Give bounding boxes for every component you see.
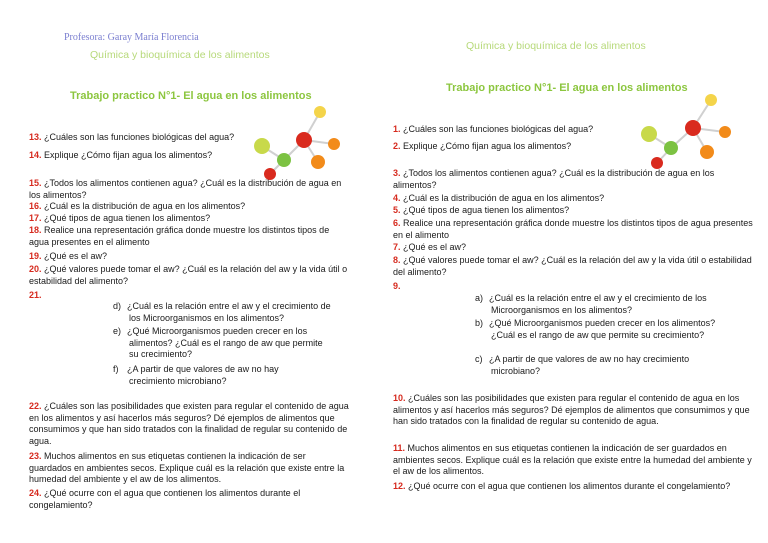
- question-10: 10. ¿Cuáles son las posibilidades que existen para regular el contenido de agua en los alimentos y así hacerlos más seguros? Dé ejemplos de alimentos que consumimos y que han sido tratados con la finalidad de regular su contenido de agua.: [393, 393, 750, 426]
- question-5: 5. ¿Qué tipos de agua tienen los alimentos?: [393, 205, 570, 215]
- question-14: 14. Explique ¿Cómo fijan agua los alimentos?: [29, 150, 213, 160]
- question-13: 13. ¿Cuáles son las funciones biológicas del agua?: [29, 132, 235, 142]
- question-8: 8. ¿Qué valores puede tomar el aw? ¿Cuál es la relación del aw y la vida útil o estabilidad del alimento?: [393, 255, 752, 277]
- subitem-c: c) ¿A partir de que valores de aw no hay crecimiento microbiano?: [475, 354, 690, 376]
- worksheet-title: Trabajo practico N°1- El agua en los alimentos: [70, 90, 312, 102]
- question-1: 1. ¿Cuáles son las funciones biológicas del agua?: [393, 124, 594, 134]
- question-2: 2. Explique ¿Cómo fijan agua los alimentos?: [393, 141, 572, 151]
- question-19: 19. ¿Qué es el aw?: [29, 251, 108, 261]
- subitem-e: e) ¿Qué Microorganismos pueden crecer en los alimentos? ¿Cuál es el rango de aw que permite su crecimiento?: [113, 326, 323, 359]
- question-23: 23. Muchos alimentos en sus etiquetas contienen la indicación de ser guardados en ambientes secos. Explique cuál es la relación que existe entre la humedad del ambiente y el aw de los alimentos.: [29, 451, 345, 484]
- teacher-name: Profesora: Garay María Florencia: [64, 32, 199, 43]
- right-worksheet-page: [384, 0, 768, 543]
- subitem-d: d) ¿Cuál es la relación entre el aw y el crecimiento de los Microorganismos en los alimentos?: [113, 301, 331, 323]
- subitem-b: b) ¿Qué Microorganismos pueden crecer en los alimentos? ¿Cuál es el rango de aw que permite su crecimiento?: [475, 318, 716, 340]
- question-17: 17. ¿Qué tipos de agua tienen los alimentos?: [29, 213, 211, 223]
- question-20: 20. ¿Qué valores puede tomar el aw? ¿Cuál es la relación del aw y la vida útil o estabilidad del alimento?: [29, 264, 348, 286]
- question-4: 4. ¿Cuál es la distribución de agua en los alimentos?: [393, 193, 605, 203]
- question-22: 22. ¿Cuáles son las posibilidades que existen para regular el contenido de agua en los alimentos y así hacerlos más seguros? Dé ejemplos de alimentos que consumimos y que han sido tratados con la finalidad de regular su contenido de agua.: [29, 401, 349, 446]
- question-11: 11. Muchos alimentos en sus etiquetas contienen la indicación de ser guardados en ambientes secos. Explique cuál es la relación que existe entre la humedad del ambiente y el aw de los alimentos.: [393, 443, 752, 476]
- question-6: 6. Realice una representación gráfica donde muestre los distintos tipos de agua presentes en el alimento: [393, 218, 753, 240]
- question-7: 7. ¿Qué es el aw?: [393, 242, 467, 252]
- subject-heading: Química y bioquímica de los alimentos: [466, 40, 646, 52]
- question-3: 3. ¿Todos los alimentos contienen agua? ¿Cuál es la distribución de agua en los alimentos?: [393, 168, 715, 190]
- question-16: 16. ¿Cuál es la distribución de agua en los alimentos?: [29, 201, 246, 211]
- subitem-a: a) ¿Cuál es la relación entre el aw y el crecimiento de los Microorganismos en los alimentos?: [475, 293, 707, 315]
- subject-heading: Química y bioquímica de los alimentos: [90, 49, 270, 61]
- question-18: 18. Realice una representación gráfica donde muestre los distintos tipos de agua presentes en el alimento: [29, 225, 330, 247]
- question-21: 21.: [29, 290, 42, 300]
- subitem-f: f) ¿A partir de que valores de aw no hay crecimiento microbiano?: [113, 364, 279, 386]
- worksheet-title: Trabajo practico N°1- El agua en los alimentos: [446, 82, 688, 94]
- question-15: 15. ¿Todos los alimentos contienen agua? ¿Cuál es la distribución de agua en los alimentos?: [29, 178, 342, 200]
- question-9: 9.: [393, 281, 401, 291]
- question-12: 12. ¿Qué ocurre con el agua que contienen los alimentos durante el congelamiento?: [393, 481, 731, 491]
- question-24: 24. ¿Qué ocurre con el agua que contienen los alimentos durante el congelamiento?: [29, 488, 301, 510]
